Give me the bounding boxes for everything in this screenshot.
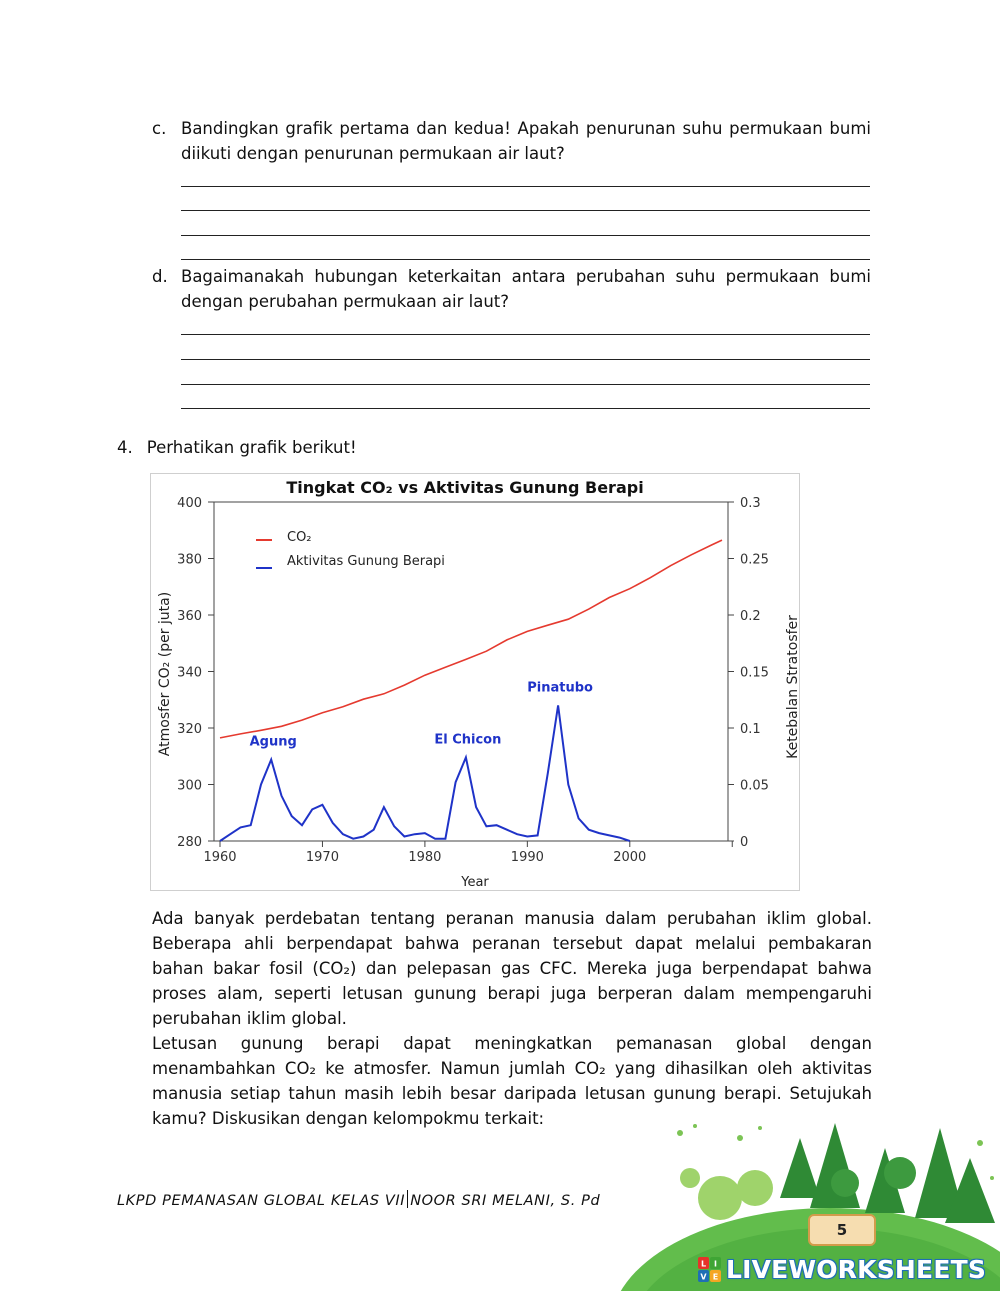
liveworksheets-brand[interactable] (726, 1254, 986, 1286)
y-right-tick-label: 0.05 (740, 778, 769, 794)
y-left-tick-label: 300 (177, 778, 202, 794)
question-4 (117, 438, 357, 457)
liveworksheets-logo-icon (698, 1257, 722, 1283)
answer-line-d-1[interactable] (181, 334, 870, 335)
y-left-tick-label: 280 (177, 835, 202, 850)
y-right-tick-label: 0.1 (740, 722, 761, 737)
y-left-tick-label: 340 (177, 665, 202, 681)
paragraph-1-line: bahan bakar fosil (CO₂) dan pelepasan gas CFC. Mereka juga berpendapat bahwa (152, 959, 872, 978)
plot-area (214, 502, 728, 841)
question-c-text: Bandingkan grafik pertama dan kedua! Apakah penurunan suhu permukaan bumi diikuti dengan penurunan permukaan air laut? (181, 119, 871, 163)
question-d-label: d. (152, 267, 168, 286)
answer-line-c-1[interactable] (181, 186, 870, 187)
x-tick-label: 1970 (305, 850, 339, 865)
answer-line-d-3[interactable] (181, 384, 870, 385)
co2-series-line (220, 540, 722, 738)
paragraph-2-line: manusia setiap tahun masih lebih besar daripada letusan gunung berapi. Setujukah (152, 1084, 872, 1103)
y-axis-right-label: Ketebalan Stratosfer (785, 615, 801, 759)
legend-co2-label: CO₂ (287, 530, 312, 545)
paragraph-2-line: menambahkan CO₂ ke atmosfer. Namun jumlah CO₂ yang dihasilkan oleh aktivitas (152, 1059, 872, 1078)
paragraph-1-line: perubahan iklim global. (152, 1009, 347, 1028)
paragraph-2-line: kamu? Diskusikan dengan kelompokmu terkait: (152, 1109, 545, 1128)
answer-line-c-4[interactable] (181, 259, 870, 260)
brand-text: LIVEWORKSHEETS (726, 1255, 987, 1284)
y-right-tick-label: 0 (740, 835, 749, 850)
co2-volcano-chart (150, 473, 800, 891)
x-tick-label: 2000 (613, 850, 647, 865)
question-c (152, 116, 872, 168)
y-right-tick-label: 0.3 (740, 496, 761, 511)
annotation-pinatubo: Pinatubo (527, 680, 593, 696)
answer-line-d-2[interactable] (181, 359, 870, 360)
x-tick-label: 1980 (408, 850, 442, 865)
x-axis-label: Year (461, 875, 489, 890)
question-4-number: 4. (117, 438, 133, 457)
footer-separator (407, 1190, 408, 1208)
y-left-tick-label: 380 (177, 552, 202, 568)
question-d-text: Bagaimanakah hubungan keterkaitan antara perubahan suhu permukaan bumi dengan perubahan permukaan air laut? (181, 267, 871, 311)
paragraph-1-line: Beberapa ahli berpendapat bahwa peranan tersebut dapat melalui pembakaran (152, 934, 872, 953)
chart-svg (151, 474, 799, 890)
y-left-tick-label: 400 (177, 496, 202, 511)
chart-title: Tingkat CO₂ vs Aktivitas Gunung Berapi (286, 478, 644, 497)
logo-letter-v: V (700, 1272, 707, 1282)
y-left-tick-label: 320 (177, 722, 202, 737)
question-d (152, 264, 872, 316)
y-left-tick-label: 360 (177, 609, 202, 624)
footer (117, 1190, 600, 1209)
answer-line-c-2[interactable] (181, 210, 870, 211)
answer-line-d-4[interactable] (181, 408, 870, 409)
logo-letter-l: L (700, 1259, 707, 1269)
y-right-tick-label: 0.2 (740, 609, 761, 624)
x-tick-label: 1990 (510, 850, 544, 865)
page-number-badge: 5 (808, 1214, 876, 1246)
paragraph-2-line: Letusan gunung berapi dapat meningkatkan pemanasan global dengan (152, 1034, 872, 1053)
paragraph-1-line: Ada banyak perdebatan tentang peranan manusia dalam perubahan iklim global. (152, 909, 872, 928)
annotation-agung: Agung (249, 734, 297, 750)
y-right-tick-label: 0.15 (740, 665, 769, 681)
y-axis-left-label: Atmosfer CO₂ (per juta) (157, 591, 173, 757)
logo-letter-i: I (714, 1259, 717, 1269)
logo-letter-e: E (712, 1272, 719, 1282)
answer-line-c-3[interactable] (181, 235, 870, 236)
question-c-label: c. (152, 119, 167, 138)
y-right-tick-label: 0.25 (740, 552, 769, 568)
x-tick-label: 1960 (203, 850, 237, 865)
paragraph-1-line: proses alam, seperti letusan gunung berapi juga berperan dalam mempengaruhi (152, 984, 872, 1003)
footer-left: LKPD PEMANASAN GLOBAL KELAS VII (117, 1193, 406, 1209)
legend-volcano-label: Aktivitas Gunung Berapi (287, 554, 445, 569)
annotation-el-chicon: El Chicon (434, 732, 502, 748)
footer-right: NOOR SRI MELANI, S. Pd (410, 1193, 601, 1209)
question-4-text: Perhatikan grafik berikut! (146, 438, 357, 457)
